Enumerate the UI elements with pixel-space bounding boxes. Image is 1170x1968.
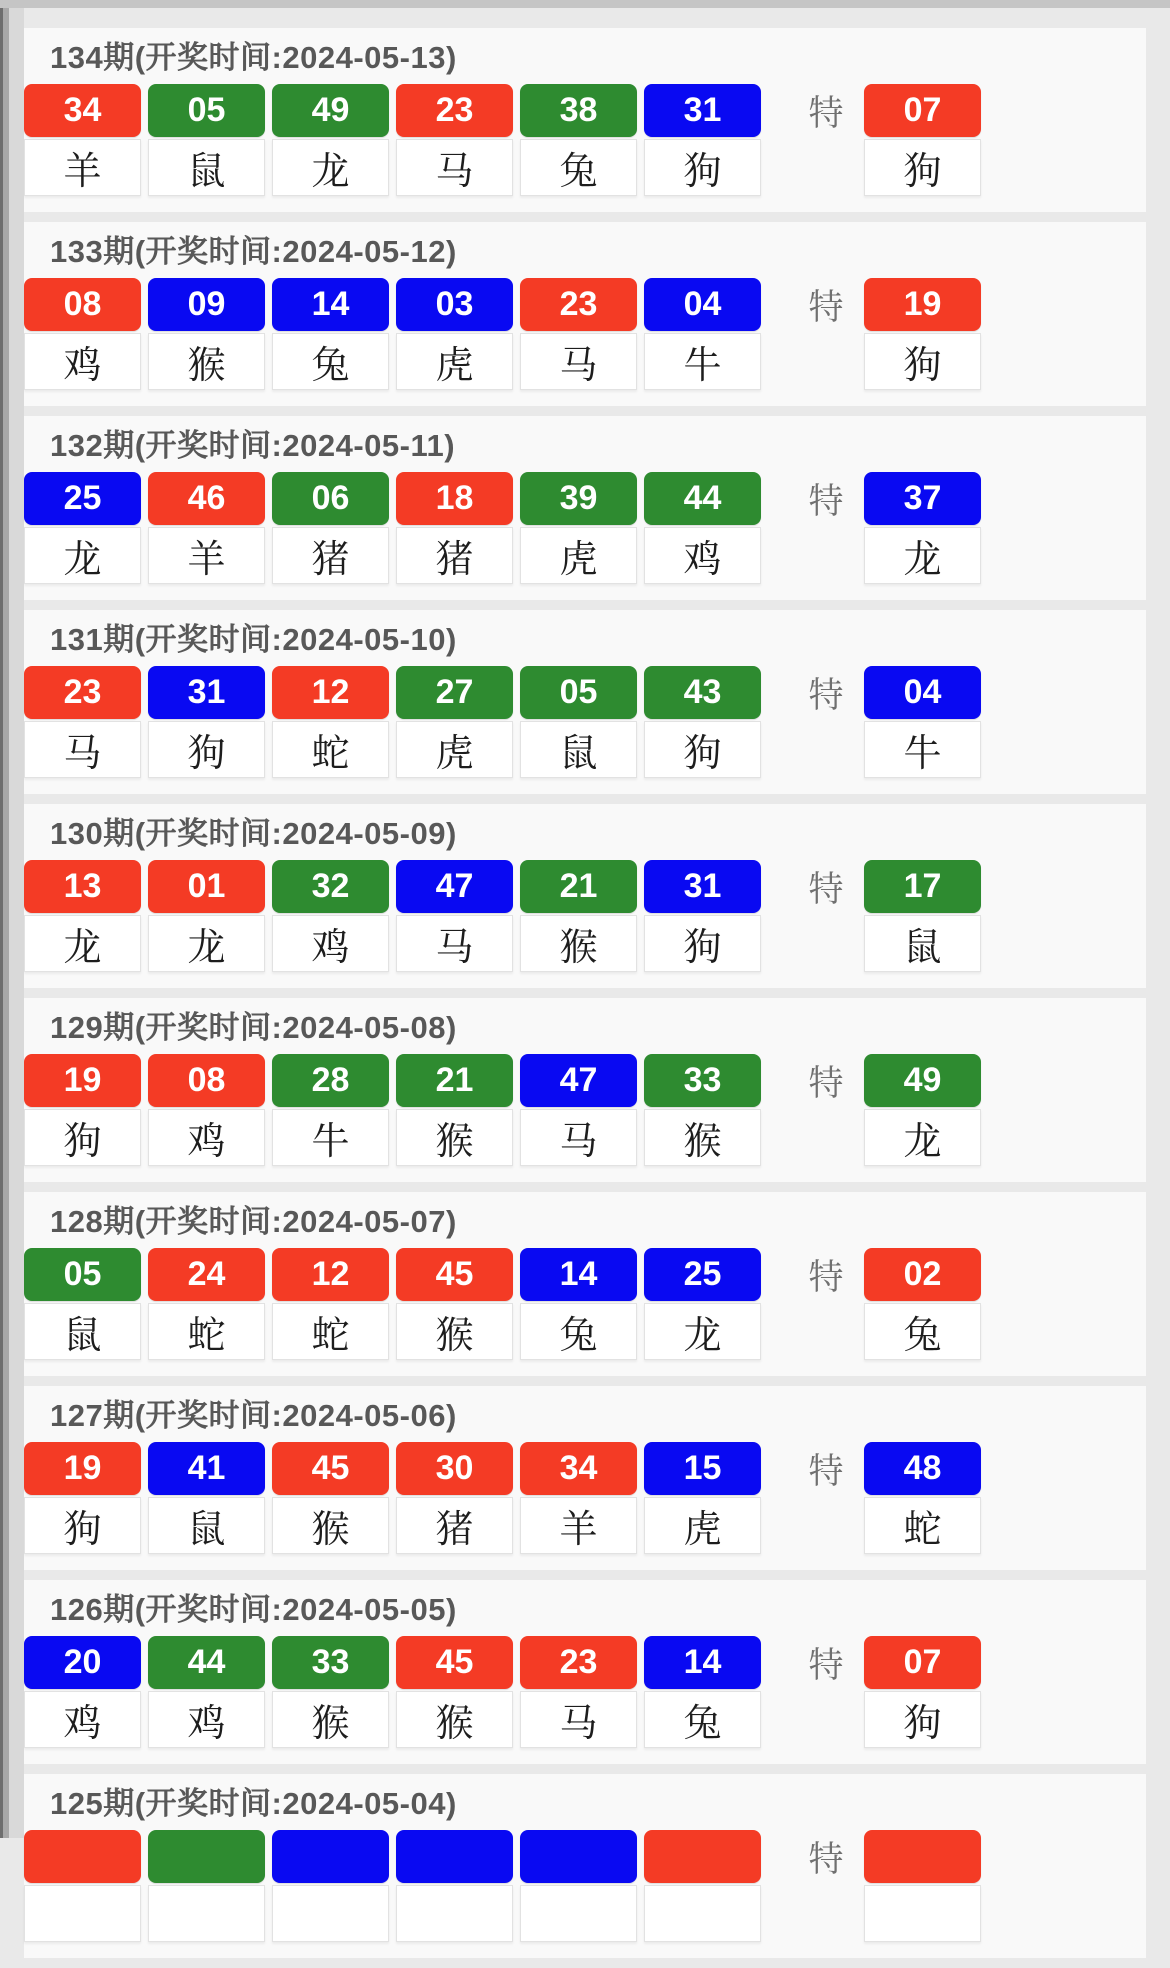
period-number: 132 (50, 428, 104, 463)
ball-zodiac: 狗 (864, 333, 981, 390)
special-ball-cell (864, 1442, 981, 1554)
ball-number-tile: 20 (24, 1636, 141, 1689)
ball-cell (24, 860, 141, 972)
results-row (24, 1442, 1146, 1554)
period-block (24, 1580, 1146, 1764)
ball-cell (24, 1248, 141, 1360)
ball-cell (148, 1248, 265, 1360)
ball-number-tile: 23 (396, 84, 513, 137)
ball-cell (24, 1830, 141, 1942)
period-datetime: 期(开奖时间:2024-05-10) (103, 622, 457, 657)
ball-cell (644, 666, 761, 778)
ball-number-tile (148, 1830, 265, 1883)
period-header (24, 222, 1146, 278)
ball-zodiac: 鸡 (272, 915, 389, 972)
period-datetime: 期(开奖时间:2024-05-05) (103, 1592, 457, 1627)
ball-number-tile: 30 (396, 1442, 513, 1495)
ball-zodiac: 牛 (644, 333, 761, 390)
ball-zodiac: 兔 (520, 139, 637, 196)
ball-zodiac: 马 (520, 333, 637, 390)
ball-cell (272, 666, 389, 778)
ball-cell (644, 1830, 761, 1942)
ball-zodiac: 猴 (644, 1109, 761, 1166)
ball-number-tile: 43 (644, 666, 761, 719)
ball-number-tile: 45 (272, 1442, 389, 1495)
ball-zodiac (644, 1885, 761, 1942)
ball-cell (520, 1636, 637, 1748)
ball-cell (520, 1442, 637, 1554)
special-label: 特 (808, 1063, 844, 1103)
left-rail (0, 0, 24, 1838)
ball-number-tile: 24 (148, 1248, 265, 1301)
ball-number-tile (396, 1830, 513, 1883)
results-row (24, 1830, 1146, 1942)
ball-zodiac: 鼠 (520, 721, 637, 778)
ball-cell (520, 278, 637, 390)
ball-number-tile (24, 1830, 141, 1883)
ball-zodiac: 马 (396, 915, 513, 972)
ball-number-tile: 33 (272, 1636, 389, 1689)
special-label: 特 (808, 1451, 844, 1491)
period-header (24, 28, 1146, 84)
ball-number-tile: 04 (864, 666, 981, 719)
ball-number-tile (520, 1830, 637, 1883)
period-number: 134 (50, 40, 104, 75)
ball-number-tile: 37 (864, 472, 981, 525)
ball-number-tile: 06 (272, 472, 389, 525)
period-header (24, 1774, 1146, 1830)
ball-cell (272, 1830, 389, 1942)
ball-number-tile: 31 (644, 860, 761, 913)
ball-cell (520, 1248, 637, 1360)
period-datetime: 期(开奖时间:2024-05-12) (103, 234, 457, 269)
ball-zodiac: 龙 (148, 915, 265, 972)
ball-zodiac (396, 1885, 513, 1942)
ball-cell (148, 860, 265, 972)
special-label: 特 (808, 1257, 844, 1297)
period-number: 128 (50, 1204, 104, 1239)
results-row (24, 860, 1146, 972)
ball-cell (24, 1442, 141, 1554)
ball-number-tile: 14 (520, 1248, 637, 1301)
ball-number-tile: 17 (864, 860, 981, 913)
special-label: 特 (808, 93, 844, 133)
ball-zodiac: 牛 (272, 1109, 389, 1166)
period-header (24, 1386, 1146, 1442)
period-number: 125 (50, 1786, 104, 1821)
special-label: 特 (808, 869, 844, 909)
special-ball-cell (864, 666, 981, 778)
ball-cell (24, 278, 141, 390)
ball-zodiac: 狗 (644, 139, 761, 196)
ball-zodiac: 鼠 (864, 915, 981, 972)
ball-cell (148, 84, 265, 196)
ball-cell (272, 1248, 389, 1360)
period-block (24, 804, 1146, 988)
ball-number-tile: 19 (24, 1442, 141, 1495)
ball-number-tile: 48 (864, 1442, 981, 1495)
period-number: 130 (50, 816, 104, 851)
ball-zodiac: 狗 (24, 1497, 141, 1554)
period-datetime: 期(开奖时间:2024-05-11) (103, 428, 456, 463)
ball-cell (396, 472, 513, 584)
special-ball-cell (864, 1054, 981, 1166)
period-datetime: 期(开奖时间:2024-05-08) (103, 1010, 457, 1045)
period-number: 131 (50, 622, 104, 657)
ball-zodiac: 狗 (644, 915, 761, 972)
ball-cell (272, 84, 389, 196)
ball-number-tile: 31 (148, 666, 265, 719)
ball-zodiac: 狗 (148, 721, 265, 778)
ball-zodiac: 猴 (520, 915, 637, 972)
ball-cell (396, 1636, 513, 1748)
ball-number-tile: 25 (644, 1248, 761, 1301)
ball-zodiac: 猴 (148, 333, 265, 390)
ball-zodiac (24, 1885, 141, 1942)
ball-number-tile: 07 (864, 84, 981, 137)
ball-zodiac: 牛 (864, 721, 981, 778)
ball-zodiac: 猪 (396, 1497, 513, 1554)
ball-number-tile: 21 (396, 1054, 513, 1107)
ball-cell (644, 860, 761, 972)
ball-number-tile: 47 (396, 860, 513, 913)
ball-number-tile: 32 (272, 860, 389, 913)
ball-zodiac: 猴 (396, 1303, 513, 1360)
ball-number-tile (272, 1830, 389, 1883)
ball-number-tile: 02 (864, 1248, 981, 1301)
ball-number-tile: 27 (396, 666, 513, 719)
ball-zodiac: 鸡 (24, 333, 141, 390)
ball-cell (148, 1830, 265, 1942)
special-ball-cell (864, 1830, 981, 1942)
ball-zodiac: 鼠 (24, 1303, 141, 1360)
period-datetime: 期(开奖时间:2024-05-07) (103, 1204, 457, 1239)
ball-cell (396, 1442, 513, 1554)
ball-cell (644, 1442, 761, 1554)
ball-zodiac: 龙 (864, 1109, 981, 1166)
ball-number-tile: 41 (148, 1442, 265, 1495)
ball-cell (148, 278, 265, 390)
ball-zodiac: 虎 (396, 333, 513, 390)
ball-number-tile: 34 (520, 1442, 637, 1495)
ball-cell (148, 1054, 265, 1166)
ball-number-tile (644, 1830, 761, 1883)
period-datetime: 期(开奖时间:2024-05-13) (103, 40, 457, 75)
ball-cell (272, 278, 389, 390)
ball-zodiac: 羊 (148, 527, 265, 584)
ball-number-tile: 08 (24, 278, 141, 331)
ball-cell (644, 1636, 761, 1748)
ball-number-tile: 44 (644, 472, 761, 525)
period-header (24, 804, 1146, 860)
ball-zodiac: 猴 (396, 1691, 513, 1748)
ball-number-tile: 44 (148, 1636, 265, 1689)
ball-zodiac: 马 (396, 139, 513, 196)
ball-number-tile: 49 (864, 1054, 981, 1107)
special-ball-cell (864, 1248, 981, 1360)
ball-zodiac (148, 1885, 265, 1942)
ball-zodiac: 狗 (864, 1691, 981, 1748)
ball-number-tile: 04 (644, 278, 761, 331)
ball-number-tile: 47 (520, 1054, 637, 1107)
ball-cell (644, 84, 761, 196)
ball-cell (396, 1248, 513, 1360)
ball-zodiac: 蛇 (148, 1303, 265, 1360)
results-row (24, 472, 1146, 584)
ball-cell (520, 1830, 637, 1942)
ball-number-tile: 01 (148, 860, 265, 913)
period-block (24, 1192, 1146, 1376)
ball-cell (520, 666, 637, 778)
ball-zodiac: 狗 (644, 721, 761, 778)
ball-number-tile: 13 (24, 860, 141, 913)
ball-number-tile: 25 (24, 472, 141, 525)
ball-number-tile: 19 (864, 278, 981, 331)
period-block (24, 1774, 1146, 1958)
ball-number-tile: 28 (272, 1054, 389, 1107)
ball-zodiac: 兔 (272, 333, 389, 390)
results-row (24, 278, 1146, 390)
period-number: 129 (50, 1010, 104, 1045)
results-row (24, 666, 1146, 778)
ball-cell (644, 278, 761, 390)
ball-cell (148, 1442, 265, 1554)
ball-number-tile: 38 (520, 84, 637, 137)
ball-cell (24, 472, 141, 584)
ball-zodiac: 龙 (24, 915, 141, 972)
ball-number-tile: 07 (864, 1636, 981, 1689)
results-row (24, 84, 1146, 196)
ball-cell (396, 1830, 513, 1942)
ball-number-tile: 39 (520, 472, 637, 525)
ball-number-tile: 05 (24, 1248, 141, 1301)
ball-zodiac: 龙 (864, 527, 981, 584)
ball-zodiac: 羊 (24, 139, 141, 196)
ball-number-tile: 31 (644, 84, 761, 137)
ball-number-tile: 12 (272, 666, 389, 719)
ball-cell (644, 1054, 761, 1166)
ball-number-tile: 18 (396, 472, 513, 525)
ball-number-tile: 14 (644, 1636, 761, 1689)
ball-number-tile: 23 (24, 666, 141, 719)
ball-zodiac: 虎 (644, 1497, 761, 1554)
ball-zodiac: 马 (520, 1691, 637, 1748)
period-block (24, 1386, 1146, 1570)
special-ball-cell (864, 472, 981, 584)
ball-cell (24, 84, 141, 196)
period-block (24, 28, 1146, 212)
ball-number-tile: 08 (148, 1054, 265, 1107)
ball-zodiac: 鼠 (148, 1497, 265, 1554)
ball-zodiac (864, 1885, 981, 1942)
ball-zodiac: 猪 (396, 527, 513, 584)
special-label: 特 (808, 481, 844, 521)
ball-zodiac: 鸡 (148, 1691, 265, 1748)
ball-number-tile: 12 (272, 1248, 389, 1301)
ball-zodiac: 猴 (396, 1109, 513, 1166)
special-label: 特 (808, 675, 844, 715)
ball-number-tile: 46 (148, 472, 265, 525)
ball-number-tile: 23 (520, 278, 637, 331)
ball-number-tile: 14 (272, 278, 389, 331)
ball-zodiac: 兔 (644, 1691, 761, 1748)
period-datetime: 期(开奖时间:2024-05-09) (103, 816, 457, 851)
ball-number-tile: 21 (520, 860, 637, 913)
ball-zodiac: 马 (24, 721, 141, 778)
ball-zodiac: 虎 (396, 721, 513, 778)
ball-cell (148, 1636, 265, 1748)
ball-zodiac: 羊 (520, 1497, 637, 1554)
ball-cell (24, 1054, 141, 1166)
ball-zodiac: 鸡 (644, 527, 761, 584)
ball-cell (644, 1248, 761, 1360)
period-header (24, 610, 1146, 666)
ball-cell (24, 666, 141, 778)
period-number: 126 (50, 1592, 104, 1627)
ball-zodiac: 龙 (272, 139, 389, 196)
ball-number-tile: 09 (148, 278, 265, 331)
ball-cell (272, 860, 389, 972)
period-header (24, 998, 1146, 1054)
ball-zodiac (272, 1885, 389, 1942)
ball-zodiac: 蛇 (272, 721, 389, 778)
special-label: 特 (808, 287, 844, 327)
ball-zodiac: 鸡 (24, 1691, 141, 1748)
period-datetime: 期(开奖时间:2024-05-06) (103, 1398, 457, 1433)
period-number: 127 (50, 1398, 104, 1433)
ball-cell (520, 1054, 637, 1166)
ball-number-tile: 49 (272, 84, 389, 137)
ball-cell (396, 666, 513, 778)
ball-zodiac: 马 (520, 1109, 637, 1166)
period-block (24, 998, 1146, 1182)
ball-number-tile: 05 (148, 84, 265, 137)
ball-number-tile (864, 1830, 981, 1883)
ball-zodiac: 蛇 (272, 1303, 389, 1360)
ball-cell (272, 1442, 389, 1554)
ball-cell (396, 860, 513, 972)
ball-cell (272, 1054, 389, 1166)
top-strip (0, 0, 1170, 8)
period-number: 133 (50, 234, 104, 269)
ball-number-tile: 03 (396, 278, 513, 331)
ball-zodiac: 虎 (520, 527, 637, 584)
period-header (24, 1580, 1146, 1636)
ball-cell (148, 666, 265, 778)
ball-number-tile: 45 (396, 1636, 513, 1689)
period-block (24, 610, 1146, 794)
results-row (24, 1054, 1146, 1166)
ball-number-tile: 19 (24, 1054, 141, 1107)
ball-zodiac: 鼠 (148, 139, 265, 196)
ball-zodiac: 兔 (520, 1303, 637, 1360)
ball-number-tile: 23 (520, 1636, 637, 1689)
special-ball-cell (864, 84, 981, 196)
ball-cell (644, 472, 761, 584)
ball-zodiac: 猪 (272, 527, 389, 584)
ball-zodiac: 猴 (272, 1497, 389, 1554)
ball-cell (396, 278, 513, 390)
ball-zodiac: 龙 (644, 1303, 761, 1360)
ball-number-tile: 15 (644, 1442, 761, 1495)
ball-zodiac: 兔 (864, 1303, 981, 1360)
ball-zodiac: 鸡 (148, 1109, 265, 1166)
ball-cell (520, 472, 637, 584)
ball-cell (396, 84, 513, 196)
period-header (24, 416, 1146, 472)
special-label: 特 (808, 1839, 844, 1879)
ball-cell (520, 84, 637, 196)
ball-number-tile: 45 (396, 1248, 513, 1301)
special-label: 特 (808, 1645, 844, 1685)
ball-number-tile: 33 (644, 1054, 761, 1107)
ball-number-tile: 05 (520, 666, 637, 719)
ball-cell (396, 1054, 513, 1166)
ball-zodiac: 狗 (24, 1109, 141, 1166)
ball-zodiac: 猴 (272, 1691, 389, 1748)
ball-zodiac (520, 1885, 637, 1942)
ball-cell (24, 1636, 141, 1748)
results-list (24, 28, 1146, 1968)
period-block (24, 222, 1146, 406)
ball-zodiac: 龙 (24, 527, 141, 584)
results-row (24, 1636, 1146, 1748)
ball-cell (148, 472, 265, 584)
ball-cell (520, 860, 637, 972)
period-block (24, 416, 1146, 600)
ball-number-tile: 34 (24, 84, 141, 137)
special-ball-cell (864, 278, 981, 390)
special-ball-cell (864, 860, 981, 972)
special-ball-cell (864, 1636, 981, 1748)
ball-zodiac: 狗 (864, 139, 981, 196)
ball-cell (272, 1636, 389, 1748)
results-row (24, 1248, 1146, 1360)
ball-cell (272, 472, 389, 584)
ball-zodiac: 蛇 (864, 1497, 981, 1554)
period-datetime: 期(开奖时间:2024-05-04) (103, 1786, 457, 1821)
period-header (24, 1192, 1146, 1248)
